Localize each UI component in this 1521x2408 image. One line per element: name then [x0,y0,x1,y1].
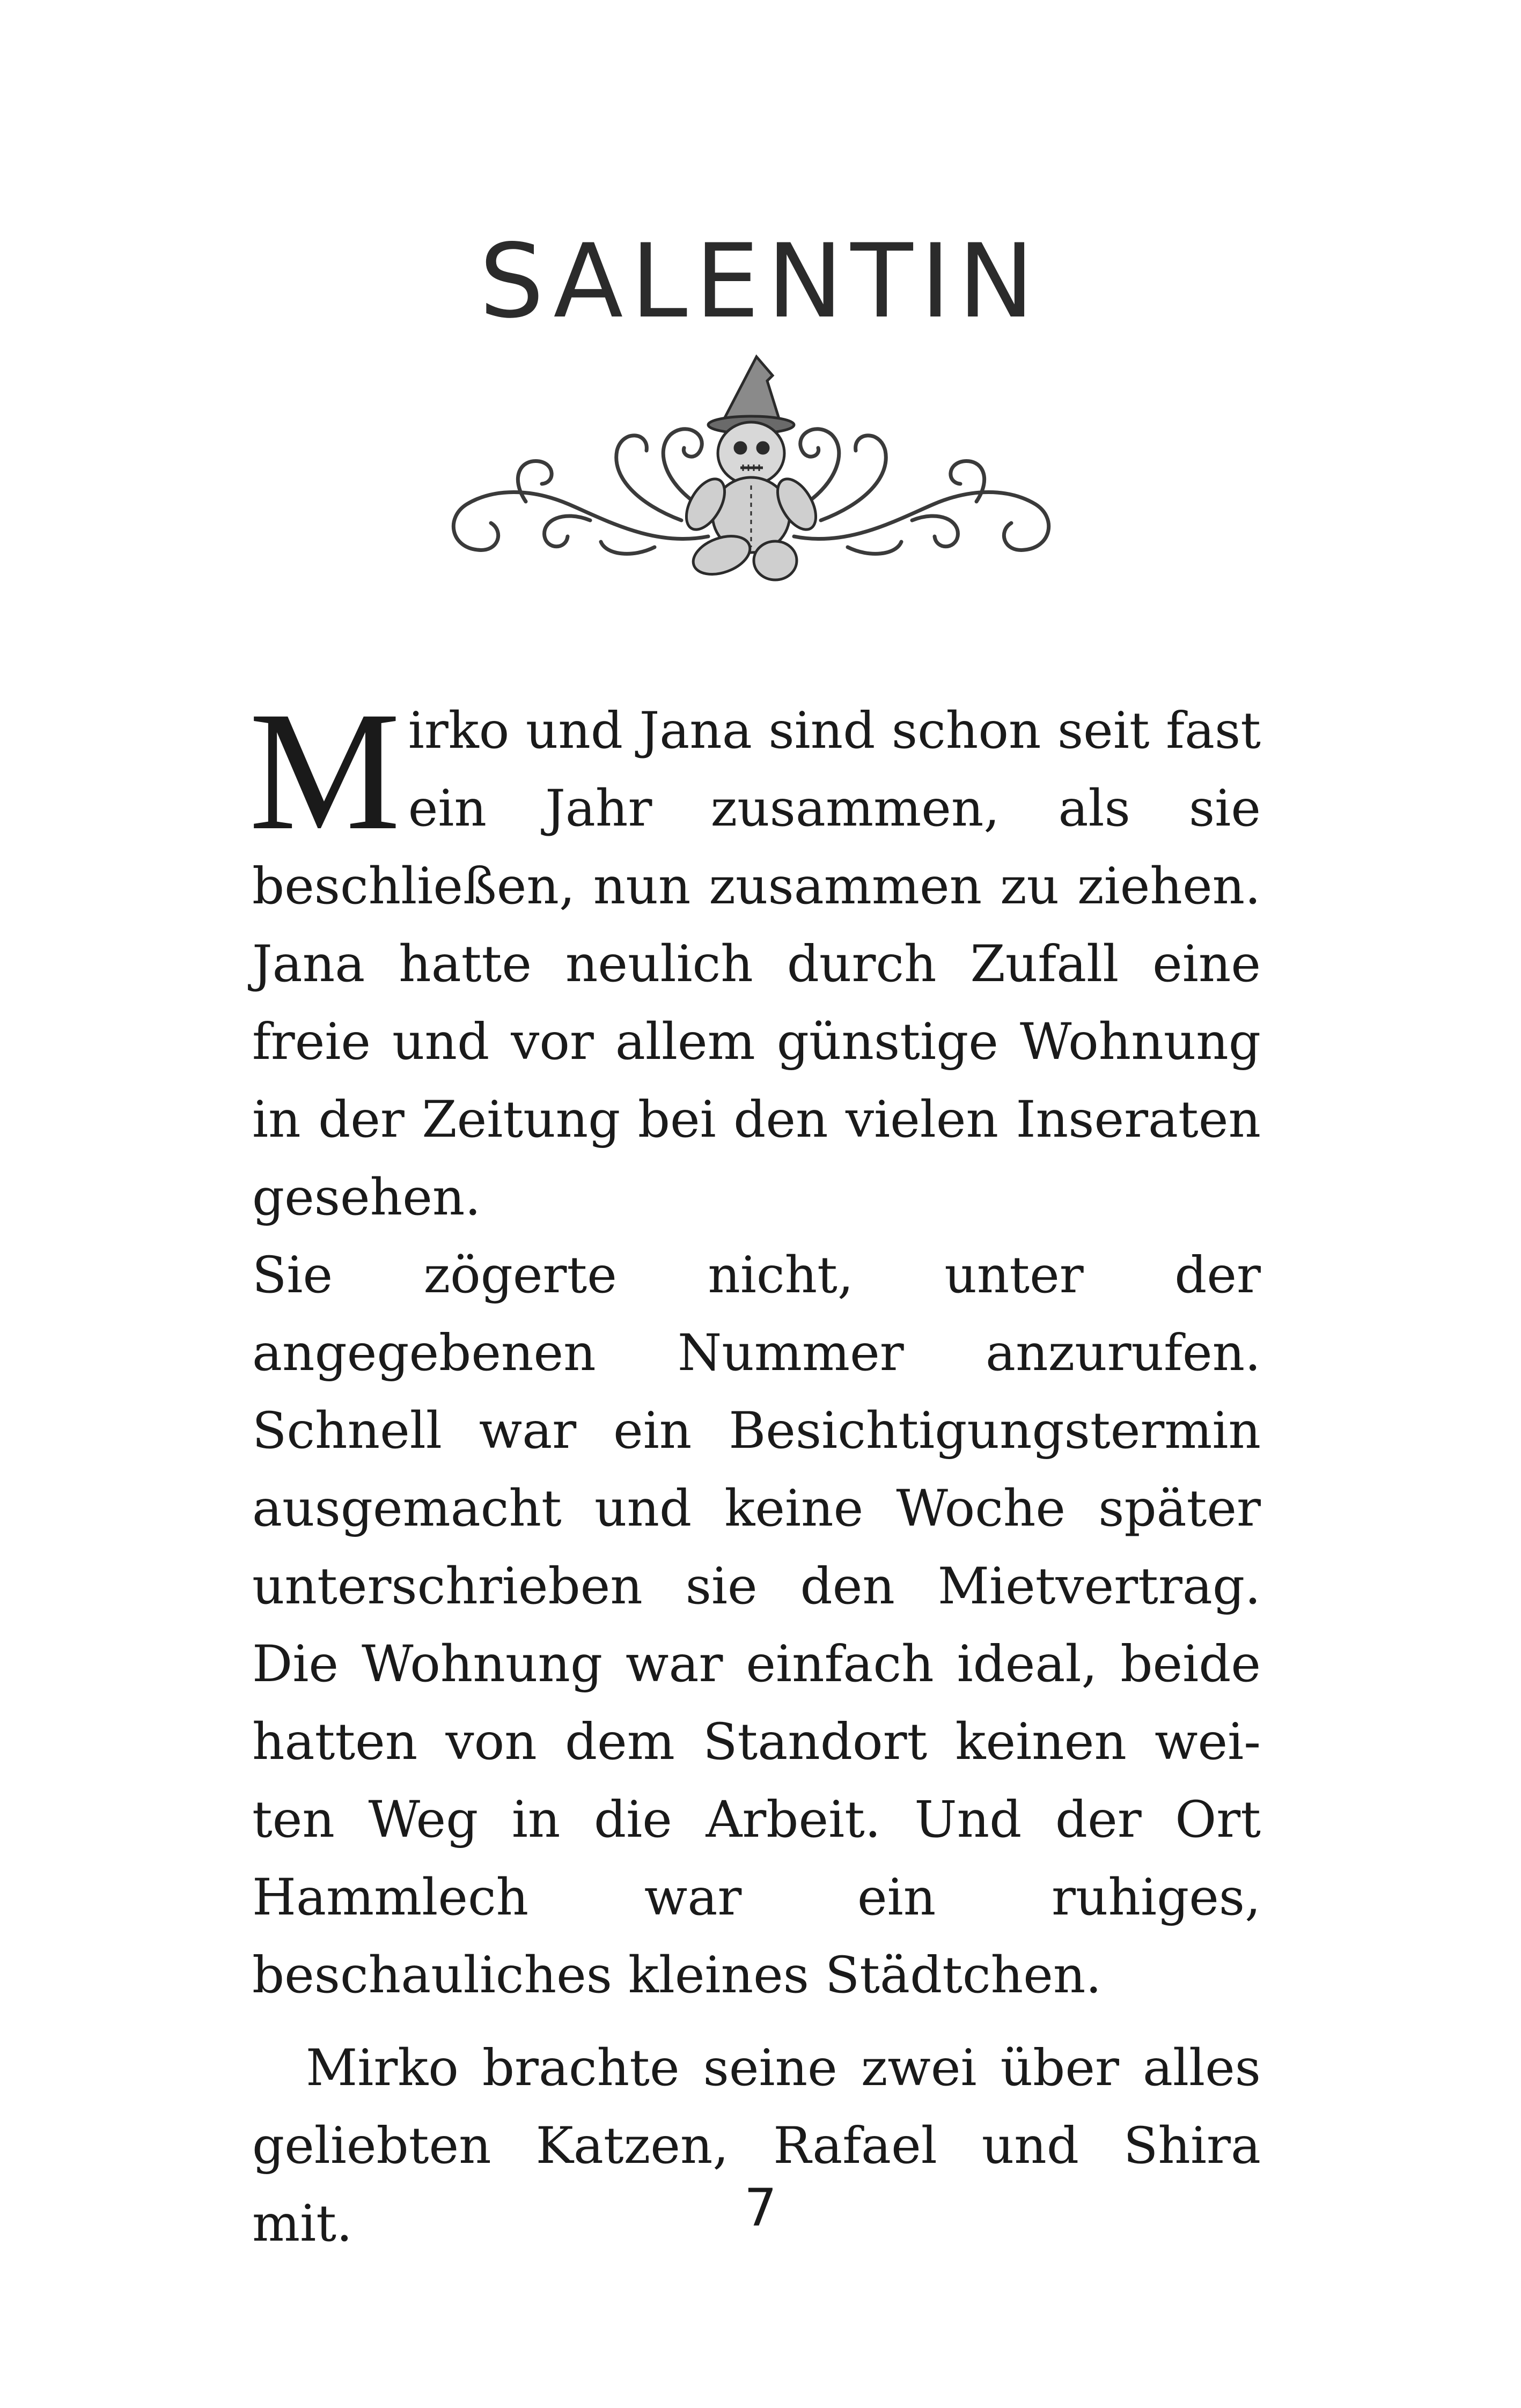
page-number: 7 [744,2178,777,2238]
voodoo-doll-ornament-icon [429,343,1073,601]
drop-cap: M [249,676,401,865]
chapter-body-text [249,676,1261,2263]
chapter-title: SALENTIN [479,222,1042,341]
paragraph-1-text: irko und Jana sind schon seit fast ein Jahr zusammen, als sie beschließen, nun zusammen zu ziehen. Jana hatte neulich durch Zufall eine freie und vor allem günstige Wohnung in der Zeitung bei den vielen Inseraten gesehen. [252,702,1261,1227]
paragraph-1 [249,676,1261,1236]
paragraph-2: Sie zögerte nicht, unter der angegebenen Nummer anzurufen. Schnell war ein Besichtigungstermin ausgemacht und keine Woche später unterschrieben sie den Mietvertrag. Die Wohnung war einfach ideal, beide hatten von dem Standort keinen weiten Weg in die Arbeit. Und der Ort Hammlech war ein ruhiges, beschauliches kleines Städtchen. [252,1246,1261,2005]
paragraph-3: Mirko brachte seine zwei über alles geliebten Katzen, Rafael und Shira mit. [252,2039,1261,2253]
